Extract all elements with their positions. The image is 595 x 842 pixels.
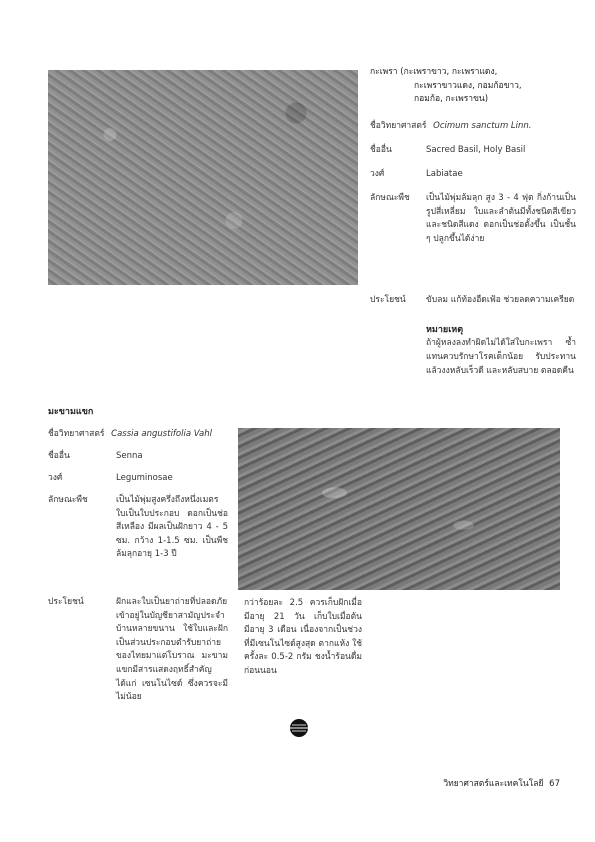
- plant1-character-row: [370, 192, 576, 244]
- plant2-benefit-text: ฝักและใบเป็นยาถ่ายที่ปลอดภัย เข้าอยู่ในบัญชียาสามัญประจำบ้านหลายขนาน ใช้ใบและฝักเป็นส่วนประกอบตำรับยาถ่าย ของไทยมาแต่โบราณ มะขามแขกมีสารแสดงฤทธิ์สำคัญได้แก่ เซนโนไซด์ ซึ่งควรจะมีไม่น้อย: [116, 597, 228, 703]
- plant1-other-row: [370, 144, 570, 158]
- plant1-family-row: [370, 168, 570, 182]
- plant1-names: [370, 66, 560, 107]
- plant1-info: [370, 66, 560, 107]
- plant2-sci-row: [48, 428, 248, 442]
- plant1-character-text: เป็นไม้พุ่มล้มลุก สูง 3 - 4 ฟุต กิ่งก้านเป็นรูปสี่เหลี่ยม ใบและลำต้นมีทั้งชนิดสีเขียวและชนิดสีแดง ดอกเป็นช่อตั้งขึ้น เป็นชั้น ๆ ปลูกขึ้นได้ง่าย: [426, 193, 576, 244]
- plant1-name-line1: กะเพรา (กะเพราขาว, กะเพราแดง,: [370, 67, 498, 77]
- plant2-character-row: [48, 494, 238, 560]
- plant1-benefit-row: [370, 294, 575, 308]
- plant1-name-line3: กอมก้อ, กะเพราขน): [414, 94, 489, 105]
- plant2-benefit-text-cont: กว่าร้อยละ 2.5 ควรเก็บฝักเมื่อมีอายุ 21 วัน เก็บใบเมื่อต้นมีอายุ 3 เดือน เนื่องจากเป็นช่วงที่มีเซนโนไซด์สูงสุด ตากแห้ง ใช้ครั้งละ 0.5-2 กรัม ชงน้ำร้อนดื่มก่อนนอน: [244, 598, 362, 676]
- plant2-sci-value: Cassia angustifolia Vahl: [111, 429, 212, 439]
- plant1-family-label: วงศ์: [370, 169, 385, 179]
- plant2-family-row: [48, 472, 248, 486]
- page-number: 67: [549, 779, 560, 789]
- plant1-name-line2: กะเพราขาวแดง, กอมก้อขาว,: [414, 80, 522, 91]
- footer-text: วิทยาศาสตร์และเทคโนโลยี: [443, 779, 544, 789]
- plant2-sci-label: ชื่อวิทยาศาสตร์: [48, 429, 105, 439]
- plant2-benefit-label: ประโยชน์: [48, 597, 84, 607]
- end-marker-icon: [289, 718, 309, 738]
- plant1-note-title: หมายเหตุ: [426, 325, 464, 335]
- plant1-note-text: ถ้าผู้หลงลงทำผิดไม่ได้ใส่ใบกะเพรา ซ้ำแทนควบรักษาโรคเด็กน้อย รับประทานแล้วงงหลับเร็วดี และหลับสบาย ตลอดคืน: [426, 338, 576, 376]
- plant1-benefit-label: ประโยชน์: [370, 295, 406, 305]
- plant2-other-value: Senna: [116, 451, 143, 461]
- senna-photo: [238, 428, 560, 590]
- plant1-sci-row: [370, 120, 570, 134]
- holy-basil-photo: [48, 70, 358, 285]
- plant1-other-value: Sacred Basil, Holy Basil: [426, 145, 526, 155]
- plant1-character-label: ลักษณะพืช: [370, 193, 410, 203]
- plant2-family-label: วงศ์: [48, 473, 63, 483]
- plant2-name: มะขามแขก: [48, 407, 94, 417]
- plant2-other-label: ชื่ออื่น: [48, 451, 70, 461]
- plant2-benefit-row: [48, 596, 238, 703]
- plant1-family-value: Labiatae: [426, 169, 463, 179]
- plant1-benefit-text: ขับลม แก้ท้องอืดเฟ้อ ช่วยลดความเครียด: [426, 295, 575, 305]
- page-footer: [420, 778, 560, 792]
- plant1-sci-value: Ocimum sanctum Linn.: [433, 121, 532, 131]
- plant2-family-value: Leguminosae: [116, 473, 173, 483]
- plant2-character-label: ลักษณะพืช: [48, 495, 88, 505]
- plant1-other-label: ชื่ออื่น: [370, 145, 392, 155]
- plant1-sci-label: ชื่อวิทยาศาสตร์: [370, 121, 427, 131]
- plant2-other-row: [48, 450, 248, 464]
- plant1-note: [426, 323, 576, 378]
- plant2-character-text: เป็นไม้พุ่มสูงครึ่งถึงหนึ่งเมตร ใบเป็นใบประกอบ ดอกเป็นช่อสีเหลือง มีผลเป็นฝักยาว 4 - 5 ซม. กว้าง 1-1.5 ซม. เป็นพืชล้มลุกอายุ 1-3 ปี: [116, 495, 228, 560]
